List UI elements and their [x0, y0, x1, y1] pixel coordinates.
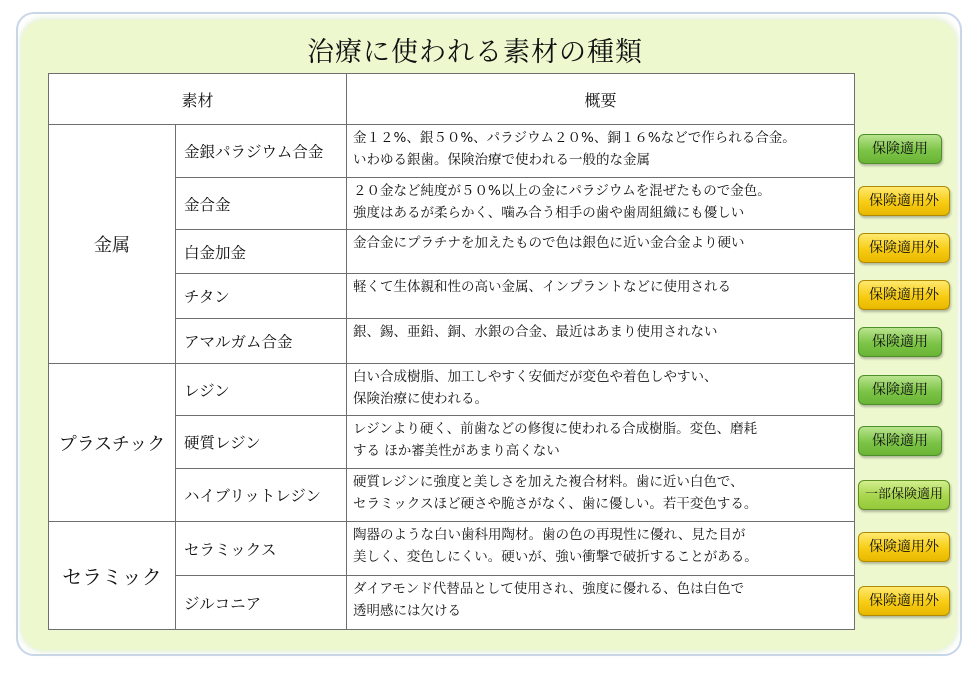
material-description: ダイアモンド代替品として使用され、強度に優れる、色は白色で 透明感には欠ける: [347, 576, 855, 630]
insurance-badge: 保険適用外: [858, 186, 950, 216]
material-description: 陶器のような白い歯科用陶材。歯の色の再現性に優れ、見た目が 美しく、変色しにくい。硬いが、強い衝撃で破折することがある。: [347, 522, 855, 576]
category-metal: 金属: [49, 125, 176, 364]
table-row: [49, 522, 855, 576]
material-name: アマルガム合金: [176, 319, 347, 364]
material-name: ハイブリットレジン: [176, 469, 347, 522]
material-name: 硬質レジン: [176, 416, 347, 469]
material-name: ジルコニア: [176, 576, 347, 630]
insurance-badge: 保険適用外: [858, 586, 950, 616]
header-material: 素材: [49, 74, 347, 125]
material-description: 銀、錫、亜鉛、銅、水銀の合金、最近はあまり使用されない: [347, 319, 855, 364]
material-description: 硬質レジンに強度と美しさを加えた複合材料。歯に近い白色で、 セラミックスほど硬さや脆さがなく、歯に優しい。若干変色する。: [347, 469, 855, 522]
material-name: 白金加金: [176, 230, 347, 274]
material-name: 金銀パラジウム合金: [176, 125, 347, 178]
insurance-badge: 保険適用: [858, 375, 942, 405]
page-title: 治療に使われる素材の種類: [307, 37, 643, 68]
material-name: セラミックス: [176, 522, 347, 576]
insurance-badge: 保険適用: [858, 134, 942, 164]
table-header-row: [49, 74, 855, 125]
material-description: 金合金にプラチナを加えたもので色は銀色に近い金合金より硬い: [347, 230, 855, 274]
material-name: レジン: [176, 364, 347, 416]
header-summary: 概要: [347, 74, 855, 125]
material-description: レジンより硬く、前歯などの修復に使われる合成樹脂。変色、磨耗 する ほか審美性があまり高くない: [347, 416, 855, 469]
table-row: [49, 125, 855, 178]
material-description: 軽くて生体親和性の高い金属、インプラントなどに使用される: [347, 274, 855, 319]
insurance-badge: 保険適用外: [858, 233, 950, 263]
category-plastic: プラスチック: [49, 364, 176, 522]
material-name: 金合金: [176, 178, 347, 230]
material-description: 白い合成樹脂、加工しやすく安価だが変色や着色しやすい、 保険治療に使われる。: [347, 364, 855, 416]
materials-table: [48, 73, 855, 630]
table-row: [49, 364, 855, 416]
material-description: 金１２%、銀５０%、パラジウム２０%、銅１６%などで作られる合金。 いわゆる銀歯。保険治療で使われる一般的な金属: [347, 125, 855, 178]
insurance-badge: 保険適用: [858, 327, 942, 357]
category-ceramic: セラミック: [49, 522, 176, 630]
insurance-badge: 一部保険適用: [858, 480, 950, 510]
material-name: チタン: [176, 274, 347, 319]
insurance-badge: 保険適用外: [858, 532, 950, 562]
insurance-badge: 保険適用: [858, 426, 942, 456]
material-description: ２０金など純度が５０%以上の金にパラジウムを混ぜたもので金色。 強度はあるが柔らかく、噛み合う相手の歯や歯周組織にも優しい: [347, 178, 855, 230]
insurance-badge: 保険適用外: [858, 280, 950, 310]
